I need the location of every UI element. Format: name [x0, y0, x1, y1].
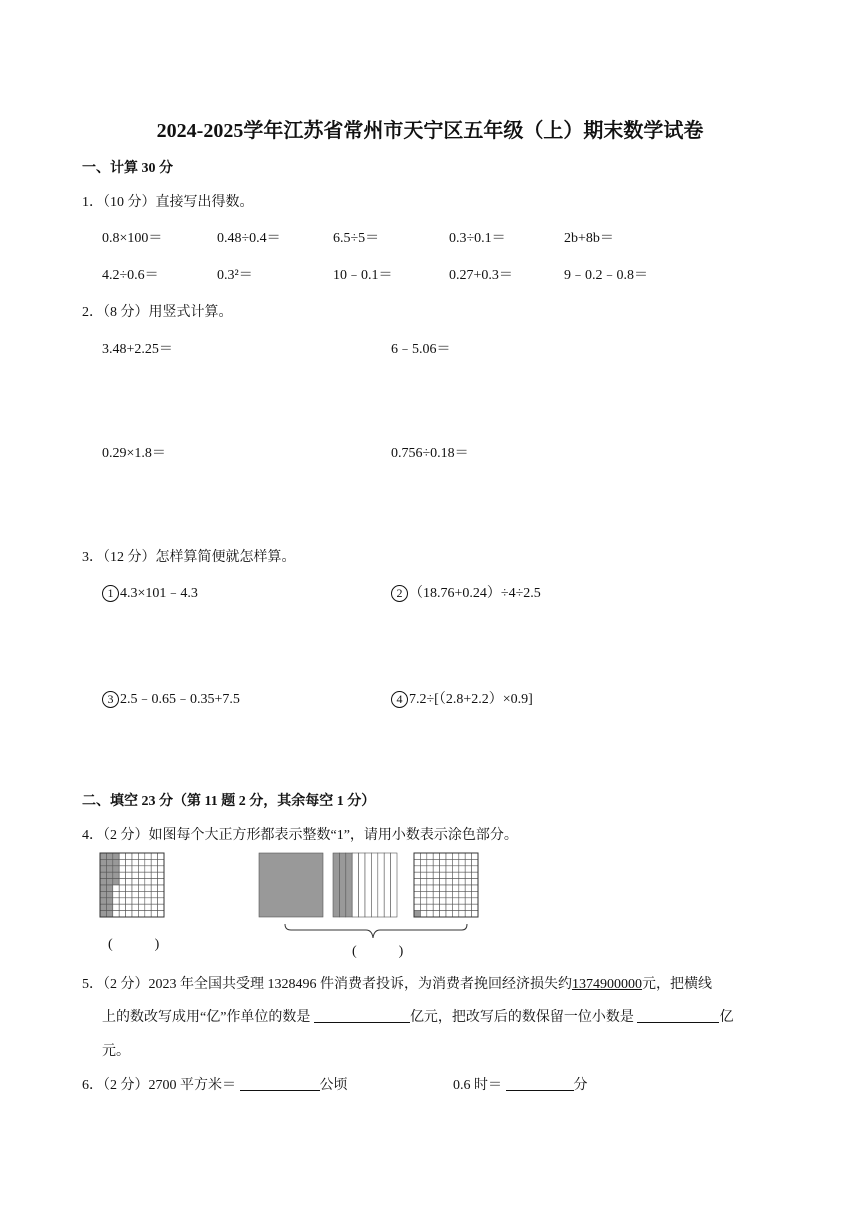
- grid-cell: [427, 879, 433, 885]
- grid-cell: [440, 859, 446, 865]
- grid-cell: [452, 872, 458, 878]
- grid-cell: [113, 904, 119, 910]
- grid-cell: [158, 853, 164, 859]
- grid-cell: [151, 911, 157, 917]
- grid-cell: [459, 866, 465, 872]
- grid-cell: [158, 891, 164, 897]
- grid-cell: [132, 859, 138, 865]
- grid-cell: [138, 904, 144, 910]
- grid-cell: [465, 911, 471, 917]
- question-1-label: 1．（10 分）直接写出得数。: [82, 195, 254, 210]
- grid-cell: [420, 866, 426, 872]
- grid-cell: [138, 879, 144, 885]
- grid-cell: [433, 891, 439, 897]
- grid-cell: [151, 891, 157, 897]
- grid-cell: [433, 911, 439, 917]
- grid-cell: [440, 866, 446, 872]
- circled-number: 3: [102, 691, 119, 708]
- grid-cell: [427, 904, 433, 910]
- grid-cell: [440, 872, 446, 878]
- question-6-part2: 0.6 时＝ 分: [453, 1078, 588, 1093]
- grid-cell: [459, 872, 465, 878]
- grid-cell: [427, 859, 433, 865]
- grid-cell: [100, 904, 106, 910]
- grid-cell: [126, 859, 132, 865]
- grid-cell: [138, 911, 144, 917]
- grid-cell: [414, 859, 420, 865]
- grid-cell: [452, 904, 458, 910]
- grid-cell: [440, 891, 446, 897]
- grid-cell: [126, 866, 132, 872]
- grid-cell: [132, 898, 138, 904]
- answer-paren-right: ( ): [352, 944, 404, 959]
- grid-cell: [145, 885, 151, 891]
- grid-column: [359, 853, 365, 917]
- grid-left: [100, 853, 164, 917]
- grid-cell: [100, 866, 106, 872]
- grid-cell: [100, 853, 106, 859]
- grid-cell: [113, 898, 119, 904]
- grid-cell: [106, 866, 112, 872]
- grid-cell: [132, 891, 138, 897]
- grid-cell: [158, 872, 164, 878]
- q3-item: [391, 688, 533, 708]
- grid-column: [365, 853, 371, 917]
- q1-item: 10﹣0.1＝: [333, 268, 393, 283]
- grid-cell: [472, 872, 478, 878]
- q1-item: 0.3÷0.1＝: [449, 231, 506, 246]
- grid-cell: [472, 853, 478, 859]
- grid-cell: [138, 866, 144, 872]
- q3-expression: 4.3×101﹣4.3: [120, 586, 198, 601]
- grid-cell: [465, 904, 471, 910]
- question-4-label: 4．（2 分）如图每个大正方形都表示整数“1”，请用小数表示涂色部分。: [82, 828, 518, 843]
- circled-number: 4: [391, 691, 408, 708]
- grid-cell: [126, 885, 132, 891]
- grid-cell: [459, 904, 465, 910]
- grid-column: [346, 853, 352, 917]
- grid-cell: [100, 885, 106, 891]
- grid-cell: [151, 859, 157, 865]
- answer-blank[interactable]: [240, 1076, 320, 1091]
- grid-cell: [119, 879, 125, 885]
- grid-column: [371, 853, 377, 917]
- grid-cell: [132, 885, 138, 891]
- grid-cell: [452, 911, 458, 917]
- grid-cell: [420, 904, 426, 910]
- grid-cell: [440, 879, 446, 885]
- grid-cell: [433, 859, 439, 865]
- question-2-label: 2．（8 分）用竖式计算。: [82, 305, 233, 320]
- grid-cell: [446, 859, 452, 865]
- grid-cell: [151, 904, 157, 910]
- grid-cell: [100, 891, 106, 897]
- grid-cell: [452, 866, 458, 872]
- answer-blank[interactable]: [314, 1008, 410, 1023]
- grid-cell: [414, 904, 420, 910]
- grid-cell: [100, 898, 106, 904]
- grid-cell: [158, 866, 164, 872]
- grid-cell: [158, 911, 164, 917]
- q3-expression: （18.76+0.24）÷4÷2.5: [409, 586, 541, 601]
- q2-item: 0.29×1.8＝: [102, 446, 166, 461]
- grid-cell: [138, 898, 144, 904]
- answer-blank[interactable]: [506, 1076, 574, 1091]
- grid-cell: [446, 853, 452, 859]
- grid-cell: [465, 891, 471, 897]
- circled-number: 1: [102, 585, 119, 602]
- grid-cell: [472, 911, 478, 917]
- grid-cell: [446, 879, 452, 885]
- grid-cell: [465, 866, 471, 872]
- grid-cell: [433, 853, 439, 859]
- grid-cell: [420, 911, 426, 917]
- grid-cell: [433, 872, 439, 878]
- question-6: 6．（2 分）2700 平方米＝ 公顷: [82, 1078, 348, 1093]
- grid-cell: [119, 853, 125, 859]
- grid-cell: [446, 898, 452, 904]
- grid-cell: [459, 885, 465, 891]
- grid-cell: [440, 904, 446, 910]
- grid-cell: [472, 885, 478, 891]
- grid-cell: [433, 885, 439, 891]
- grid-cell: [126, 898, 132, 904]
- grid-cell: [145, 866, 151, 872]
- grid-cell: [151, 872, 157, 878]
- grid-cell: [459, 898, 465, 904]
- grid-cell: [452, 853, 458, 859]
- grid-cell: [427, 911, 433, 917]
- grid-cell: [132, 866, 138, 872]
- grid-cell: [119, 911, 125, 917]
- grid-cell: [151, 879, 157, 885]
- grid-cell: [158, 859, 164, 865]
- grid-cell: [145, 898, 151, 904]
- grid-cell: [420, 859, 426, 865]
- grid-cell: [145, 872, 151, 878]
- grid-cell: [126, 891, 132, 897]
- grid-cell: [126, 879, 132, 885]
- grid-cell: [427, 885, 433, 891]
- grid-cell: [446, 866, 452, 872]
- grid-cell: [138, 891, 144, 897]
- grid-cell: [465, 872, 471, 878]
- q3-item: [391, 582, 541, 602]
- q1-item: 9﹣0.2﹣0.8＝: [564, 268, 648, 283]
- question-5-line1: 5．（2 分）2023 年全国共受理 1328496 件消费者投诉，为消费者挽回经济损失约1374900000元，把横线: [82, 977, 712, 992]
- grid-cell: [427, 872, 433, 878]
- grid-cell: [100, 911, 106, 917]
- grid-cell: [446, 885, 452, 891]
- q2-item: 3.48+2.25＝: [102, 342, 173, 357]
- grid-cell: [158, 904, 164, 910]
- grid-cell: [106, 911, 112, 917]
- grid-column: [391, 853, 397, 917]
- grid-cell: [452, 859, 458, 865]
- q1-item: 0.3²＝: [217, 268, 253, 283]
- grid-cell: [132, 904, 138, 910]
- question-5-line2: 上的数改写成用“亿”作单位的数是 亿元，把改写后的数保留一位小数是 亿: [102, 1010, 734, 1025]
- grid-cell: [106, 898, 112, 904]
- full-shaded-square: [259, 853, 323, 917]
- grid-cell: [126, 872, 132, 878]
- grid-cell: [427, 866, 433, 872]
- grid-cell: [465, 853, 471, 859]
- grid-cell: [138, 885, 144, 891]
- grid-column: [378, 853, 384, 917]
- grid-cell: [420, 898, 426, 904]
- q1-item: 0.48÷0.4＝: [217, 231, 281, 246]
- grid-cell: [472, 891, 478, 897]
- grid-cell: [119, 904, 125, 910]
- grid-cell: [452, 879, 458, 885]
- grid-cell: [465, 898, 471, 904]
- grid-column: [352, 853, 358, 917]
- grid-cell: [126, 904, 132, 910]
- grid-cell: [100, 879, 106, 885]
- grid-cell: [427, 891, 433, 897]
- grid-cell: [414, 853, 420, 859]
- grid-cell: [465, 879, 471, 885]
- q3-item: [102, 688, 240, 708]
- grid-cell: [465, 885, 471, 891]
- grid-cell: [414, 866, 420, 872]
- grid-cell: [145, 904, 151, 910]
- grid-cell: [113, 872, 119, 878]
- grid-cell: [440, 898, 446, 904]
- grid-cell: [420, 872, 426, 878]
- answer-blank[interactable]: [637, 1008, 719, 1023]
- grid-cell: [138, 853, 144, 859]
- page-title: 2024-2025学年江苏省常州市天宁区五年级（上）期末数学试卷: [156, 120, 704, 142]
- large-squares-group: [259, 853, 478, 917]
- grid-cell: [452, 898, 458, 904]
- grid-cell: [132, 911, 138, 917]
- grid-cell: [113, 859, 119, 865]
- grid-cell: [459, 859, 465, 865]
- grid-cell: [440, 911, 446, 917]
- grid-cell: [138, 872, 144, 878]
- q2-item: 0.756÷0.18＝: [391, 446, 469, 461]
- grid-cell: [427, 853, 433, 859]
- grid-cell: [452, 891, 458, 897]
- grid-cell: [119, 866, 125, 872]
- grid-cell: [106, 904, 112, 910]
- grid-cell: [151, 885, 157, 891]
- grid-cell: [145, 853, 151, 859]
- q3-expression: 7.2÷[（2.8+2.2）×0.9]: [409, 692, 533, 707]
- grid-cell: [145, 879, 151, 885]
- q1-item: 6.5÷5＝: [333, 231, 380, 246]
- grid-cell: [106, 885, 112, 891]
- brace: [285, 924, 467, 938]
- grid-cell: [427, 898, 433, 904]
- grid-cell: [151, 898, 157, 904]
- q3-expression: 2.5﹣0.65﹣0.35+7.5: [120, 692, 240, 707]
- grid-cell: [119, 872, 125, 878]
- grid-cell: [113, 885, 119, 891]
- grid-cell: [472, 879, 478, 885]
- grid-cell: [106, 891, 112, 897]
- grid-cell: [414, 885, 420, 891]
- grid-cell: [446, 891, 452, 897]
- grid-cell: [113, 853, 119, 859]
- grid-cell: [151, 853, 157, 859]
- grid-column: [384, 853, 390, 917]
- grid-cell: [126, 853, 132, 859]
- grid-cell: [459, 879, 465, 885]
- grid-cell: [145, 911, 151, 917]
- grid-cell: [433, 904, 439, 910]
- q2-item: 6﹣5.06＝: [391, 342, 451, 357]
- grid-cell: [145, 859, 151, 865]
- grid-cell: [106, 859, 112, 865]
- grid-cell: [446, 904, 452, 910]
- grid-cell: [472, 904, 478, 910]
- q1-item: 0.27+0.3＝: [449, 268, 513, 283]
- grid-cell: [414, 879, 420, 885]
- q1-item: 2b+8b＝: [564, 231, 614, 246]
- grid-cell: [459, 891, 465, 897]
- grid-cell: [113, 911, 119, 917]
- answer-paren-left: ( ): [108, 937, 160, 952]
- grid-cell: [446, 911, 452, 917]
- grid-cell: [452, 885, 458, 891]
- underlined-number: 1374900000: [572, 977, 642, 992]
- grid-cell: [106, 853, 112, 859]
- q1-item: 4.2÷0.6＝: [102, 268, 159, 283]
- grid-cell: [158, 885, 164, 891]
- grid-cell: [119, 898, 125, 904]
- question-5-line3: 元。: [102, 1044, 130, 1059]
- grid-cell: [145, 891, 151, 897]
- grid-cell: [138, 859, 144, 865]
- grid-cell: [119, 891, 125, 897]
- grid-cell: [106, 879, 112, 885]
- grid-cell: [414, 872, 420, 878]
- q1-item: 0.8×100＝: [102, 231, 163, 246]
- grid-cell: [459, 853, 465, 859]
- grid-column: [333, 853, 339, 917]
- grid-cell: [433, 866, 439, 872]
- section-1-heading: 一、计算 30 分: [82, 161, 173, 176]
- grid-cell: [420, 879, 426, 885]
- grid-cell: [113, 891, 119, 897]
- grid-cell: [113, 866, 119, 872]
- grid-cell: [158, 879, 164, 885]
- grid-cell: [100, 859, 106, 865]
- grid-cell: [472, 859, 478, 865]
- grid-cell: [414, 911, 420, 917]
- grid-cell: [151, 866, 157, 872]
- circled-number: 2: [391, 585, 408, 602]
- grid-cell: [420, 853, 426, 859]
- grid-cell: [132, 879, 138, 885]
- grid-cell: [446, 872, 452, 878]
- grid-cell: [158, 898, 164, 904]
- grid-cell: [440, 853, 446, 859]
- grid-cell: [414, 891, 420, 897]
- grid-cell: [420, 891, 426, 897]
- grid-cell: [433, 898, 439, 904]
- section-2-heading: 二、填空 23 分（第 11 题 2 分，其余每空 1 分）: [82, 794, 376, 809]
- grid-cell: [113, 879, 119, 885]
- grid-cell: [472, 866, 478, 872]
- grid-cell: [106, 872, 112, 878]
- grid-cell: [465, 859, 471, 865]
- grid-cell: [100, 872, 106, 878]
- grid-cell: [433, 879, 439, 885]
- grid-cell: [132, 872, 138, 878]
- grid-cell: [132, 853, 138, 859]
- grid-cell: [126, 911, 132, 917]
- question-3-label: 3．（12 分）怎样算简便就怎样算。: [82, 550, 296, 565]
- grid-column: [339, 853, 345, 917]
- grid-cell: [119, 859, 125, 865]
- grid-cell: [420, 885, 426, 891]
- grid-cell: [119, 885, 125, 891]
- q3-item: [102, 582, 198, 602]
- grid-cell: [440, 885, 446, 891]
- grid-cell: [472, 898, 478, 904]
- grid-cell: [414, 898, 420, 904]
- grid-cell: [459, 911, 465, 917]
